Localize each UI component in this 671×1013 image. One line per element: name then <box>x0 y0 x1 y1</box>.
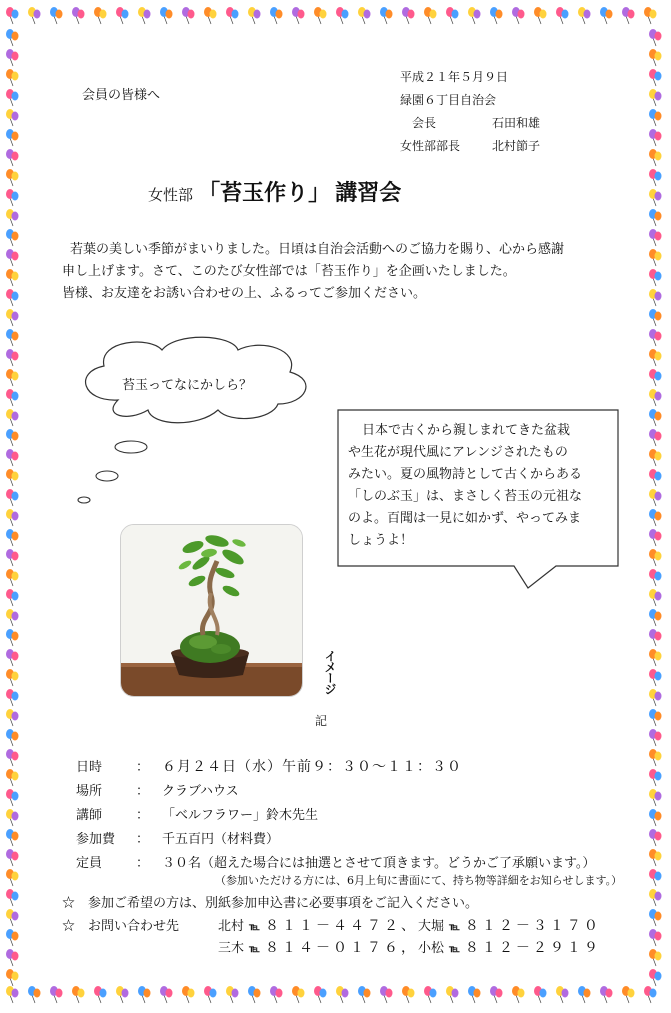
image-label: イメージ <box>323 650 337 694</box>
phone-number: ８１４－０１７６， <box>264 940 418 956</box>
dept-line <box>400 135 540 158</box>
phone-number: ８１２－３１７０ <box>464 918 601 934</box>
chair-title: 会長 <box>412 116 437 130</box>
addressee: 会員の皆様へ <box>82 88 161 103</box>
phone-number: ８１１－４４７２、 <box>264 918 418 934</box>
chair-name: 石田和雄 <box>492 116 541 130</box>
contact-name: 大堀 <box>417 919 444 934</box>
tel-icon: ℡ <box>449 922 460 933</box>
contact-name: 小松 <box>417 941 444 956</box>
speech-line: みたい。夏の風物詩として古くからある <box>348 467 583 482</box>
organization: 緑園６丁目自治会 <box>400 93 497 107</box>
header-info <box>400 66 540 158</box>
intro-line: 皆様、お友達をお誘い合わせの上、ふるってご参加ください。 <box>62 286 427 301</box>
tel-icon: ℡ <box>449 944 460 955</box>
speech-line: や生花が現代風にアレンジされたもの <box>348 445 568 460</box>
title-prefix: 女性部 <box>148 186 194 204</box>
detail-value: 「ベルフラワー」鈴木先生 <box>162 808 319 823</box>
detail-label: 定員 <box>76 856 103 871</box>
note-text: （参加いただける方には、6月上旬に書面にて、持ち物等詳細をお知らせします。） <box>215 874 623 887</box>
detail-colon: ： <box>136 760 150 775</box>
detail-label: 講師 <box>76 808 103 823</box>
intro-text <box>62 239 642 305</box>
detail-value: 千五百円（材料費） <box>162 832 280 847</box>
contact-name: 三木 <box>218 941 245 956</box>
dept-name: 北村節子 <box>492 139 541 153</box>
speech-line: 日本で古くから親しまれてきた盆栽 <box>362 423 571 438</box>
intro-line: 若葉の美しい季節がまいりました。日頃は自治会活動へのご協力を賜り、心から感謝 <box>70 242 565 257</box>
dept-title: 女性部部長 <box>400 139 461 153</box>
detail-colon: ： <box>136 808 150 823</box>
detail-label: 参加費 <box>76 832 116 847</box>
ki-heading: 記 <box>315 714 328 728</box>
contact-line-2 <box>218 937 601 957</box>
detail-value: ３０名（超えた場合には抽選とさせて頂きます。どうかご了承願います。） <box>162 856 596 871</box>
detail-label: 日時 <box>76 760 103 775</box>
detail-value: ６月２４日（水）午前９：３０～１１：３０ <box>162 759 462 775</box>
detail-value: クラブハウス <box>162 784 239 799</box>
detail-colon: ： <box>136 856 150 871</box>
page-title <box>148 176 401 207</box>
apply-line: ☆ 参加ご希望の方は、別紙参加申込書に必要事項をご記入ください。 <box>62 896 479 911</box>
contact-name: 北村 <box>218 919 245 934</box>
speech-line: 「しのぶ玉」は、まさしく苔玉の元祖な <box>348 489 583 504</box>
intro-line: 申し上げます。さて、このたび女性部では「苔玉作り」を企画いたしました。 <box>62 264 516 279</box>
title-suffix: 講習会 <box>335 180 402 206</box>
speech-line: しょうよ！ <box>348 533 414 548</box>
thought-dot-2 <box>96 471 118 481</box>
speech-line: のよ。百聞は一見に如かず、やってみま <box>348 511 581 526</box>
detail-colon: ： <box>136 832 150 847</box>
thought-bubble-text: 苔玉ってなにかしら？ <box>122 378 253 393</box>
inquiry-label: ☆ お問い合わせ先 <box>62 919 180 934</box>
detail-label: 場所 <box>76 784 103 799</box>
tel-icon: ℡ <box>249 944 260 955</box>
phone-number: ８１２－２９１９ <box>464 940 601 956</box>
chair-line <box>400 112 540 135</box>
title-main: 「苔玉作り」 <box>198 180 331 206</box>
kokedama-illustration <box>121 525 302 696</box>
date: 平成２１年５月９日 <box>400 70 509 84</box>
tel-icon: ℡ <box>249 922 260 933</box>
speech-box-text <box>348 420 608 552</box>
contact-line-1 <box>218 915 601 935</box>
kokedama-photo <box>120 524 303 697</box>
detail-colon: ： <box>136 784 150 799</box>
thought-dot-3 <box>78 497 90 503</box>
thought-dot-1 <box>115 441 147 453</box>
